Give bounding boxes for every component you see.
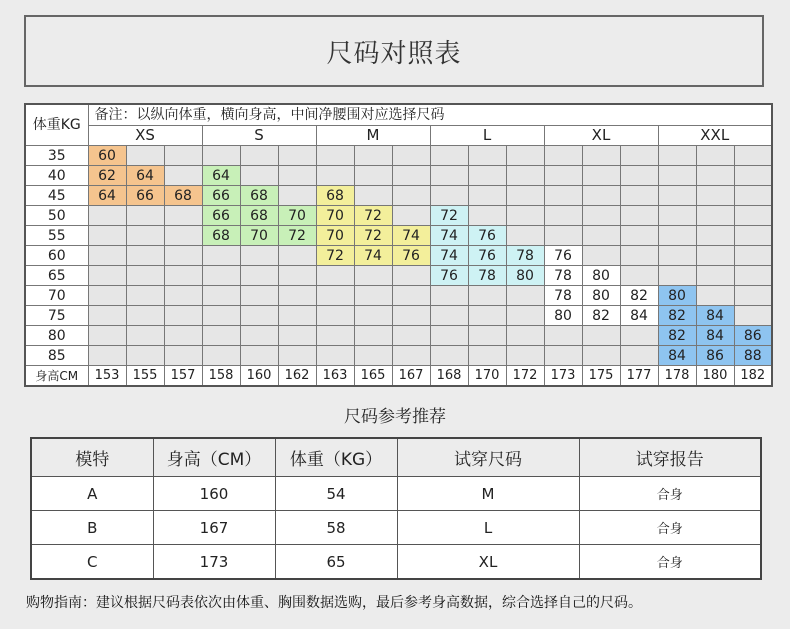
table-row	[31, 477, 761, 511]
header-weight: 体重（KG）	[275, 438, 397, 477]
waist-cell	[544, 226, 582, 246]
waist-cell	[354, 346, 392, 366]
waist-cell	[620, 146, 658, 166]
waist-cell	[468, 286, 506, 306]
height-value: 158	[202, 366, 240, 387]
weight-label: 45	[25, 186, 88, 206]
waist-cell	[392, 306, 430, 326]
size-header: M	[316, 125, 430, 146]
waist-cell: 72	[430, 206, 468, 226]
waist-cell: 78	[544, 266, 582, 286]
waist-cell: 68	[164, 186, 202, 206]
waist-cell	[430, 306, 468, 326]
waist-cell	[620, 346, 658, 366]
table-row	[25, 186, 772, 206]
height-value: 167	[392, 366, 430, 387]
waist-cell	[278, 346, 316, 366]
waist-cell: 70	[278, 206, 316, 226]
waist-cell	[620, 266, 658, 286]
waist-cell	[88, 326, 126, 346]
waist-cell	[506, 346, 544, 366]
weight-label: 85	[25, 346, 88, 366]
waist-cell	[164, 286, 202, 306]
waist-cell	[734, 206, 772, 226]
waist-cell	[734, 186, 772, 206]
waist-cell	[164, 146, 202, 166]
waist-cell	[126, 266, 164, 286]
weight-label: 35	[25, 146, 88, 166]
waist-cell: 76	[430, 266, 468, 286]
waist-cell	[126, 306, 164, 326]
waist-cell	[468, 346, 506, 366]
waist-cell: 70	[240, 226, 278, 246]
waist-cell	[506, 286, 544, 306]
waist-cell	[544, 326, 582, 346]
waist-cell: 64	[202, 166, 240, 186]
table-row	[25, 226, 772, 246]
height-value: 157	[164, 366, 202, 387]
waist-cell	[582, 346, 620, 366]
waist-cell	[126, 326, 164, 346]
table-row	[31, 511, 761, 545]
waist-cell	[392, 326, 430, 346]
waist-cell	[506, 306, 544, 326]
model-height: 160	[153, 477, 275, 511]
model-height: 173	[153, 545, 275, 580]
size-header: XS	[88, 125, 202, 146]
table-row	[25, 266, 772, 286]
waist-cell	[278, 186, 316, 206]
waist-cell	[164, 306, 202, 326]
waist-cell	[506, 206, 544, 226]
waist-cell: 72	[316, 246, 354, 266]
height-value: 168	[430, 366, 468, 387]
size-header: XXL	[658, 125, 772, 146]
model-weight: 54	[275, 477, 397, 511]
waist-cell	[88, 206, 126, 226]
waist-cell: 76	[544, 246, 582, 266]
recommend-table	[30, 437, 762, 580]
height-value: 162	[278, 366, 316, 387]
waist-cell	[430, 146, 468, 166]
waist-cell: 84	[696, 306, 734, 326]
table-row	[25, 146, 772, 166]
waist-cell	[696, 286, 734, 306]
waist-cell	[734, 286, 772, 306]
waist-cell: 78	[544, 286, 582, 306]
waist-cell	[468, 166, 506, 186]
waist-cell	[164, 346, 202, 366]
waist-cell	[544, 346, 582, 366]
waist-cell: 80	[582, 286, 620, 306]
waist-cell	[544, 166, 582, 186]
waist-cell: 70	[316, 206, 354, 226]
waist-cell	[582, 166, 620, 186]
waist-cell: 78	[468, 266, 506, 286]
waist-cell	[544, 186, 582, 206]
model-name: B	[31, 511, 153, 545]
waist-cell: 74	[354, 246, 392, 266]
waist-cell	[620, 166, 658, 186]
waist-cell	[240, 146, 278, 166]
waist-cell	[278, 246, 316, 266]
waist-cell	[202, 346, 240, 366]
waist-cell: 68	[240, 186, 278, 206]
waist-cell	[734, 306, 772, 326]
waist-cell: 82	[582, 306, 620, 326]
height-value: 172	[506, 366, 544, 387]
waist-cell	[354, 166, 392, 186]
waist-cell: 80	[582, 266, 620, 286]
table-row	[25, 346, 772, 366]
model-trial-report: 合身	[579, 511, 761, 545]
size-header: S	[202, 125, 316, 146]
model-name: A	[31, 477, 153, 511]
waist-cell	[88, 346, 126, 366]
waist-cell	[506, 146, 544, 166]
waist-cell	[240, 246, 278, 266]
waist-cell	[240, 306, 278, 326]
waist-cell	[658, 166, 696, 186]
waist-cell	[316, 326, 354, 346]
recommend-header-row	[31, 438, 761, 477]
shopping-guide: 购物指南：建议根据尺码表依次由体重、胸围数据选购，最后参考身高数据，综合选择自己的尺码。	[26, 595, 642, 611]
waist-cell	[544, 206, 582, 226]
waist-cell	[696, 206, 734, 226]
height-value: 177	[620, 366, 658, 387]
weight-label: 50	[25, 206, 88, 226]
waist-cell: 74	[392, 226, 430, 246]
waist-cell	[658, 266, 696, 286]
waist-cell	[240, 346, 278, 366]
model-trial-size: XL	[397, 545, 579, 580]
waist-cell	[430, 326, 468, 346]
waist-cell	[468, 306, 506, 326]
waist-cell	[430, 186, 468, 206]
waist-cell	[164, 326, 202, 346]
height-cm-label: 身高CM	[25, 366, 88, 387]
height-value: 173	[544, 366, 582, 387]
model-trial-size: L	[397, 511, 579, 545]
model-trial-report: 合身	[579, 477, 761, 511]
waist-cell	[354, 146, 392, 166]
waist-cell: 70	[316, 226, 354, 246]
waist-cell	[88, 266, 126, 286]
waist-cell	[88, 246, 126, 266]
waist-cell	[392, 146, 430, 166]
waist-cell	[620, 326, 658, 346]
height-value: 175	[582, 366, 620, 387]
waist-cell	[582, 146, 620, 166]
waist-cell: 76	[468, 226, 506, 246]
waist-cell	[126, 206, 164, 226]
size-chart-table	[24, 103, 773, 387]
grid-note: 备注：以纵向体重，横向身高，中间净腰围对应选择尺码	[88, 104, 772, 125]
waist-cell	[202, 286, 240, 306]
waist-cell	[126, 146, 164, 166]
waist-cell: 78	[506, 246, 544, 266]
table-row	[31, 545, 761, 580]
waist-cell	[392, 206, 430, 226]
waist-cell	[696, 166, 734, 186]
waist-cell: 82	[658, 326, 696, 346]
waist-cell	[468, 206, 506, 226]
waist-cell	[696, 186, 734, 206]
waist-cell	[734, 246, 772, 266]
waist-cell	[430, 166, 468, 186]
waist-cell: 64	[88, 186, 126, 206]
waist-cell: 60	[88, 146, 126, 166]
height-value: 155	[126, 366, 164, 387]
waist-cell	[354, 286, 392, 306]
waist-cell	[620, 226, 658, 246]
waist-cell: 88	[734, 346, 772, 366]
waist-cell: 80	[658, 286, 696, 306]
waist-cell	[126, 346, 164, 366]
waist-cell	[126, 226, 164, 246]
waist-cell	[620, 186, 658, 206]
waist-cell	[582, 206, 620, 226]
table-row	[25, 166, 772, 186]
model-weight: 58	[275, 511, 397, 545]
waist-cell	[278, 266, 316, 286]
waist-cell: 80	[506, 266, 544, 286]
waist-cell: 86	[734, 326, 772, 346]
waist-cell	[696, 246, 734, 266]
height-value: 163	[316, 366, 354, 387]
waist-cell	[582, 326, 620, 346]
waist-cell	[620, 246, 658, 266]
weight-label: 80	[25, 326, 88, 346]
waist-cell	[164, 206, 202, 226]
waist-cell	[316, 346, 354, 366]
height-value: 178	[658, 366, 696, 387]
waist-cell	[506, 166, 544, 186]
waist-cell	[240, 166, 278, 186]
waist-cell	[354, 306, 392, 326]
waist-cell	[658, 146, 696, 166]
waist-cell	[164, 266, 202, 286]
waist-cell	[88, 306, 126, 326]
model-weight: 65	[275, 545, 397, 580]
header-trial-report: 试穿报告	[579, 438, 761, 477]
waist-cell	[734, 146, 772, 166]
height-value: 182	[734, 366, 772, 387]
waist-cell: 74	[430, 226, 468, 246]
header-model: 模特	[31, 438, 153, 477]
height-value: 160	[240, 366, 278, 387]
waist-cell	[658, 246, 696, 266]
waist-cell	[202, 246, 240, 266]
waist-cell	[316, 146, 354, 166]
waist-cell	[240, 266, 278, 286]
waist-cell	[240, 286, 278, 306]
waist-cell	[316, 306, 354, 326]
size-header: XL	[544, 125, 658, 146]
waist-cell	[354, 326, 392, 346]
waist-cell	[164, 166, 202, 186]
model-trial-report: 合身	[579, 545, 761, 580]
waist-cell	[354, 266, 392, 286]
waist-cell	[278, 166, 316, 186]
waist-cell	[278, 146, 316, 166]
waist-cell: 76	[468, 246, 506, 266]
waist-cell	[392, 166, 430, 186]
waist-cell	[316, 286, 354, 306]
waist-cell	[506, 326, 544, 346]
weight-label: 60	[25, 246, 88, 266]
size-header: L	[430, 125, 544, 146]
waist-cell	[582, 226, 620, 246]
waist-cell: 72	[278, 226, 316, 246]
waist-cell: 82	[658, 306, 696, 326]
waist-cell	[392, 346, 430, 366]
table-row	[25, 306, 772, 326]
waist-cell	[392, 286, 430, 306]
waist-cell	[88, 226, 126, 246]
waist-cell	[506, 226, 544, 246]
waist-cell	[506, 186, 544, 206]
waist-cell: 74	[430, 246, 468, 266]
model-height: 167	[153, 511, 275, 545]
waist-cell	[126, 246, 164, 266]
note-row	[25, 104, 772, 125]
waist-cell: 72	[354, 206, 392, 226]
waist-cell	[164, 246, 202, 266]
waist-cell	[468, 326, 506, 346]
waist-cell	[430, 346, 468, 366]
waist-cell	[240, 326, 278, 346]
height-row	[25, 366, 772, 387]
waist-cell	[392, 266, 430, 286]
table-row	[25, 246, 772, 266]
weight-kg-label: 体重KG	[25, 104, 88, 146]
waist-cell: 86	[696, 346, 734, 366]
waist-cell: 66	[202, 206, 240, 226]
waist-cell	[468, 186, 506, 206]
waist-cell: 62	[88, 166, 126, 186]
waist-cell: 84	[696, 326, 734, 346]
waist-cell	[316, 166, 354, 186]
waist-cell	[392, 186, 430, 206]
header-trial-size: 试穿尺码	[397, 438, 579, 477]
size-header-row	[25, 125, 772, 146]
waist-cell	[126, 286, 164, 306]
table-row	[25, 326, 772, 346]
waist-cell	[734, 166, 772, 186]
waist-cell: 76	[392, 246, 430, 266]
table-row	[25, 286, 772, 306]
waist-cell	[202, 266, 240, 286]
height-value: 153	[88, 366, 126, 387]
waist-cell: 68	[316, 186, 354, 206]
waist-cell	[582, 246, 620, 266]
model-name: C	[31, 545, 153, 580]
waist-cell	[658, 226, 696, 246]
waist-cell	[620, 206, 658, 226]
waist-cell: 80	[544, 306, 582, 326]
waist-cell	[354, 186, 392, 206]
waist-cell: 84	[620, 306, 658, 326]
waist-cell	[582, 186, 620, 206]
height-value: 180	[696, 366, 734, 387]
height-value: 165	[354, 366, 392, 387]
waist-cell: 68	[202, 226, 240, 246]
header-height: 身高（CM）	[153, 438, 275, 477]
waist-cell	[278, 326, 316, 346]
waist-cell	[278, 286, 316, 306]
waist-cell: 72	[354, 226, 392, 246]
waist-cell	[696, 146, 734, 166]
weight-label: 70	[25, 286, 88, 306]
waist-cell: 84	[658, 346, 696, 366]
waist-cell	[734, 266, 772, 286]
weight-label: 75	[25, 306, 88, 326]
waist-cell: 66	[202, 186, 240, 206]
waist-cell	[430, 286, 468, 306]
recommend-title: 尺码参考推荐	[344, 407, 446, 427]
page-title: 尺码对照表	[24, 15, 764, 87]
waist-cell	[202, 326, 240, 346]
waist-cell	[696, 266, 734, 286]
model-trial-size: M	[397, 477, 579, 511]
waist-cell: 64	[126, 166, 164, 186]
waist-cell: 66	[126, 186, 164, 206]
waist-cell: 82	[620, 286, 658, 306]
waist-cell	[164, 226, 202, 246]
waist-cell	[468, 146, 506, 166]
table-row	[25, 206, 772, 226]
waist-cell: 68	[240, 206, 278, 226]
waist-cell	[88, 286, 126, 306]
height-value: 170	[468, 366, 506, 387]
waist-cell	[696, 226, 734, 246]
waist-cell	[658, 186, 696, 206]
waist-cell	[316, 266, 354, 286]
waist-cell	[658, 206, 696, 226]
waist-cell	[202, 146, 240, 166]
waist-cell	[544, 146, 582, 166]
weight-label: 55	[25, 226, 88, 246]
weight-label: 65	[25, 266, 88, 286]
waist-cell	[202, 306, 240, 326]
waist-cell	[278, 306, 316, 326]
waist-cell	[734, 226, 772, 246]
weight-label: 40	[25, 166, 88, 186]
